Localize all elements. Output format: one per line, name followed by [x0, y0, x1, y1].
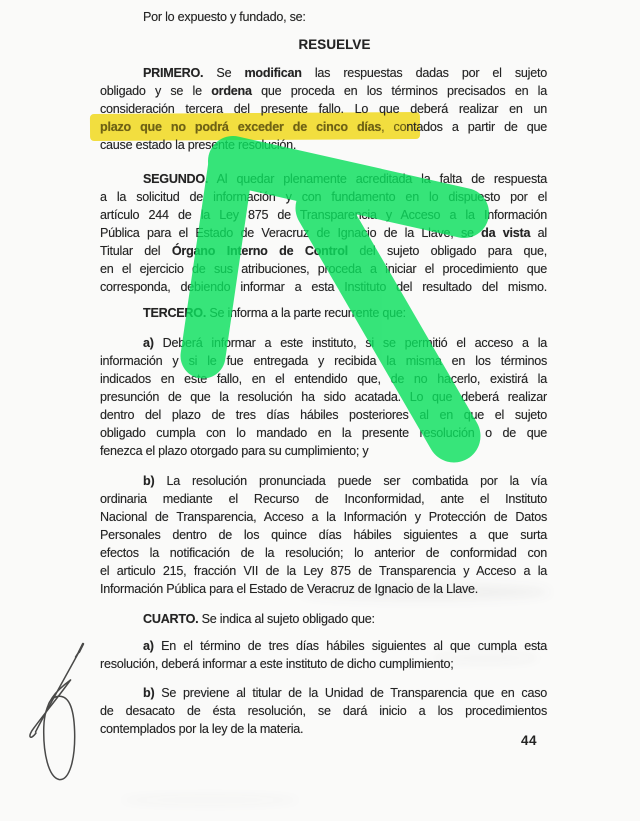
- text-segment: al: [530, 226, 547, 240]
- text-segment: PRIMERO.: [143, 66, 204, 80]
- text-line: [100, 580, 547, 598]
- text-segment: TERCERO.: [143, 306, 207, 320]
- text-line: [100, 100, 547, 118]
- scan-smudge: [120, 795, 300, 805]
- text-segment: obligado cumpla con lo mandado en la presente resolución o de que: [100, 426, 547, 440]
- text-segment: presunción de que la resolución ha sido acatada. Lo que deberá realizar: [100, 390, 547, 404]
- text-segment: Nacional de Transparencia, Acceso a la Información y Protección de Datos: [100, 510, 547, 524]
- paragraph-segundo: [100, 170, 547, 296]
- text-line: [100, 170, 547, 188]
- text-line: [100, 508, 547, 526]
- text-segment: a): [143, 639, 154, 653]
- text-segment: ntados a partir de que: [406, 120, 547, 134]
- text-segment: que proceda en los términos precisados en la: [251, 84, 547, 98]
- text-segment: b): [143, 474, 155, 488]
- paragraph-primero: [100, 64, 547, 154]
- paragraph-a1: [100, 334, 547, 460]
- text-segment: CUARTO.: [143, 612, 199, 626]
- text-segment: ordena: [211, 84, 252, 98]
- text-segment: en el ejercicio de sus atribuciones, proceda a iniciar el procedimiento que: [100, 262, 547, 276]
- text-segment: a): [143, 336, 154, 350]
- text-segment: indicados en este fallo, en el entendido que, de no hacerlo, existirá la: [100, 372, 547, 386]
- text-line: [100, 242, 547, 260]
- paragraph-b1: [100, 472, 547, 598]
- text-segment: a la solicitud de información y con fundamento en lo dispuesto por el: [100, 190, 547, 204]
- text-segment: da vista: [481, 226, 531, 240]
- text-segment: información y si le fue entregada y recibida la misma en los términos: [100, 354, 547, 368]
- text-segment: La resolución pronunciada puede ser combatida por la vía: [154, 474, 547, 488]
- text-segment: Se informa a la parte recurrente que:: [206, 306, 406, 320]
- text-line: [100, 64, 547, 82]
- text-line: [100, 334, 547, 352]
- text-segment: Personales dentro de los quince días hábiles siguientes a que surta: [100, 528, 547, 542]
- paragraph-tercero: [100, 304, 547, 322]
- document-body: [100, 8, 547, 738]
- text-line: [100, 260, 547, 278]
- text-segment: Por lo expuesto y fundado, se:: [143, 10, 306, 24]
- page-number: 44: [521, 733, 538, 748]
- paragraph-a2: [100, 637, 547, 673]
- text-segment: del sujeto obligado para que,: [347, 244, 548, 258]
- text-line: [100, 206, 547, 224]
- text-line: [100, 490, 547, 508]
- text-segment: Se previene al titular de la Unidad de Transparencia que en caso: [154, 686, 547, 700]
- paragraph-cuarto: [100, 610, 547, 628]
- text-line: [100, 702, 547, 720]
- text-line: [100, 406, 547, 424]
- text-segment: Deberá informar a este instituto, si se permitió el acceso a la: [153, 336, 547, 350]
- text-line: [100, 684, 547, 702]
- text-segment: dentro del plazo de tres días hábiles posteriores al en que el sujeto: [100, 408, 547, 422]
- text-segment: En el término de tres días hábiles siguientes al que cumpla esta: [153, 639, 547, 653]
- text-segment: Se: [203, 66, 245, 80]
- text-line: [100, 352, 547, 370]
- text-segment: las respuestas dadas por el sujeto: [301, 66, 547, 80]
- text-segment: contemplados por la ley de la materia.: [100, 722, 304, 736]
- text-segment: corresponda, debiendo informar a esta Instituto del resultado del mismo.: [100, 280, 547, 294]
- text-line: [100, 610, 547, 628]
- text-segment: Órgano Interno de Control: [171, 244, 348, 258]
- text-line: [100, 388, 547, 406]
- text-line: [100, 637, 547, 655]
- text-segment: ordinaria mediante el Recurso de Inconformidad, ante el Instituto: [100, 492, 547, 506]
- text-segment: obligado y se le: [100, 84, 212, 98]
- text-line: [100, 472, 547, 490]
- text-segment: de desacato de ésta resolución, se dará inicio a los procedimientos: [100, 704, 547, 718]
- text-line: [100, 562, 547, 580]
- text-line: [100, 424, 547, 442]
- text-segment: Pública para el Estado de Veracruz de Ignacio de la Llave, se: [100, 226, 482, 240]
- text-line: [100, 544, 547, 562]
- text-segment: fenezca el plazo otorgado para su cumplimiento; y: [100, 444, 369, 458]
- text-line: [100, 118, 547, 136]
- text-line: [100, 720, 547, 738]
- text-line: [100, 442, 547, 460]
- text-segment: Titular del: [100, 244, 172, 258]
- section-heading: RESUELVE: [298, 37, 371, 52]
- text-segment: SEGUNDO.: [143, 172, 209, 186]
- text-line: [100, 188, 547, 206]
- paragraph-b2: [100, 684, 547, 738]
- text-segment: Información Pública para el Estado de Veracruz de Ignacio de la Llave.: [100, 582, 479, 596]
- text-line: [100, 526, 547, 544]
- text-segment: artículo 244 de la Ley 875 de Transparencia y Acceso a la Información: [100, 208, 547, 222]
- text-segment: Al quedar plenamente acreditada la falta de respuesta: [208, 172, 547, 186]
- paragraph-intro: [100, 8, 547, 26]
- text-segment: resolución, deberá informar a este instituto de dicho cumplimiento;: [100, 657, 454, 671]
- text-line: [100, 370, 547, 388]
- text-segment: efectos la notificación de la resolución; lo anterior de conformidad con: [100, 546, 547, 560]
- text-line: [100, 655, 547, 673]
- text-segment: b): [143, 686, 155, 700]
- text-line: [100, 82, 547, 100]
- highlighted-text: , co: [381, 120, 407, 134]
- text-segment: Se indica al sujeto obligado que:: [198, 612, 375, 626]
- text-line: [100, 8, 547, 26]
- text-line: [100, 136, 547, 154]
- text-line: [100, 304, 547, 322]
- text-line: [100, 224, 547, 242]
- text-line: [100, 278, 547, 296]
- text-segment: modifican: [244, 66, 302, 80]
- text-segment: el articulo 215, fracción VII de la Ley 875 de Transparencia y Acceso a la: [100, 564, 547, 578]
- text-segment: consideración tercera del presente fallo. Lo que deberá realizar en un: [100, 102, 547, 116]
- highlighted-text: plazo que no podrá exceder de cinco días: [100, 120, 382, 134]
- text-segment: cause estado la presente resolución.: [100, 138, 297, 152]
